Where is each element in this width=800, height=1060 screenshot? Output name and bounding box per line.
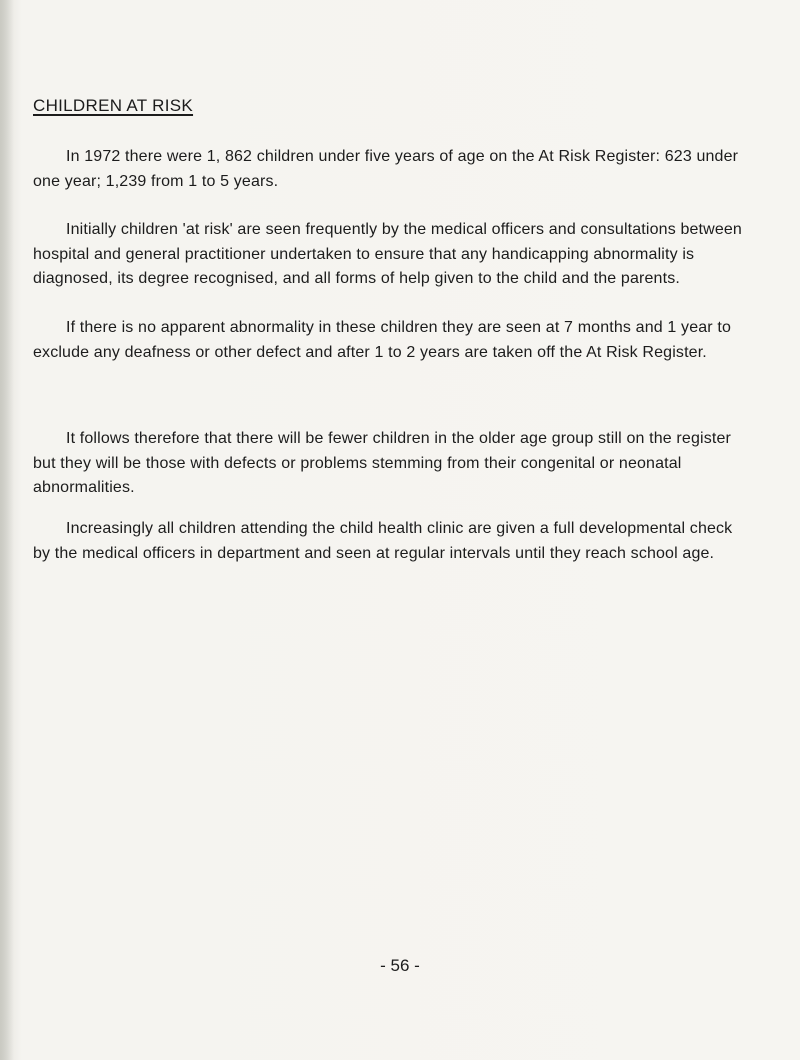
page-number: - 56 - — [380, 956, 420, 975]
paragraph-text: Increasingly all children attending the child health clinic are given a full developmental check by the medical officers in department and seen at regular intervals until they reach school age. — [33, 520, 733, 562]
paragraph-no-abnormality — [33, 316, 753, 365]
paragraph-register-count — [33, 145, 753, 194]
paragraph-text: Initially children 'at risk' are seen frequently by the medical officers and consultations between hospital and general practitioner undertaken to ensure that any handicapping abnormality is diagnosed, its degree recognised, and all forms of help given to the child and the parents. — [33, 221, 742, 287]
paragraph-text: If there is no apparent abnormality in these children they are seen at 7 months and 1 year to exclude any deafness or other defect and after 1 to 2 years are taken off the At Risk Register. — [33, 319, 732, 361]
page-binding-shadow — [0, 0, 14, 1060]
paragraph-text: In 1972 there were 1, 862 children under five years of age on the At Risk Register: 623 under one year; 1,239 from 1 to 5 years. — [33, 148, 739, 190]
paragraph-developmental-check — [33, 517, 753, 566]
paragraph-text: It follows therefore that there will be fewer children in the older age group still on the register but they will be those with defects or problems stemming from their congenital or neonatal abnormalities. — [33, 430, 731, 496]
paragraph-initial-care — [33, 218, 753, 292]
paragraph-older-age-group — [33, 427, 753, 501]
section-heading: CHILDREN AT RISK — [33, 96, 194, 115]
